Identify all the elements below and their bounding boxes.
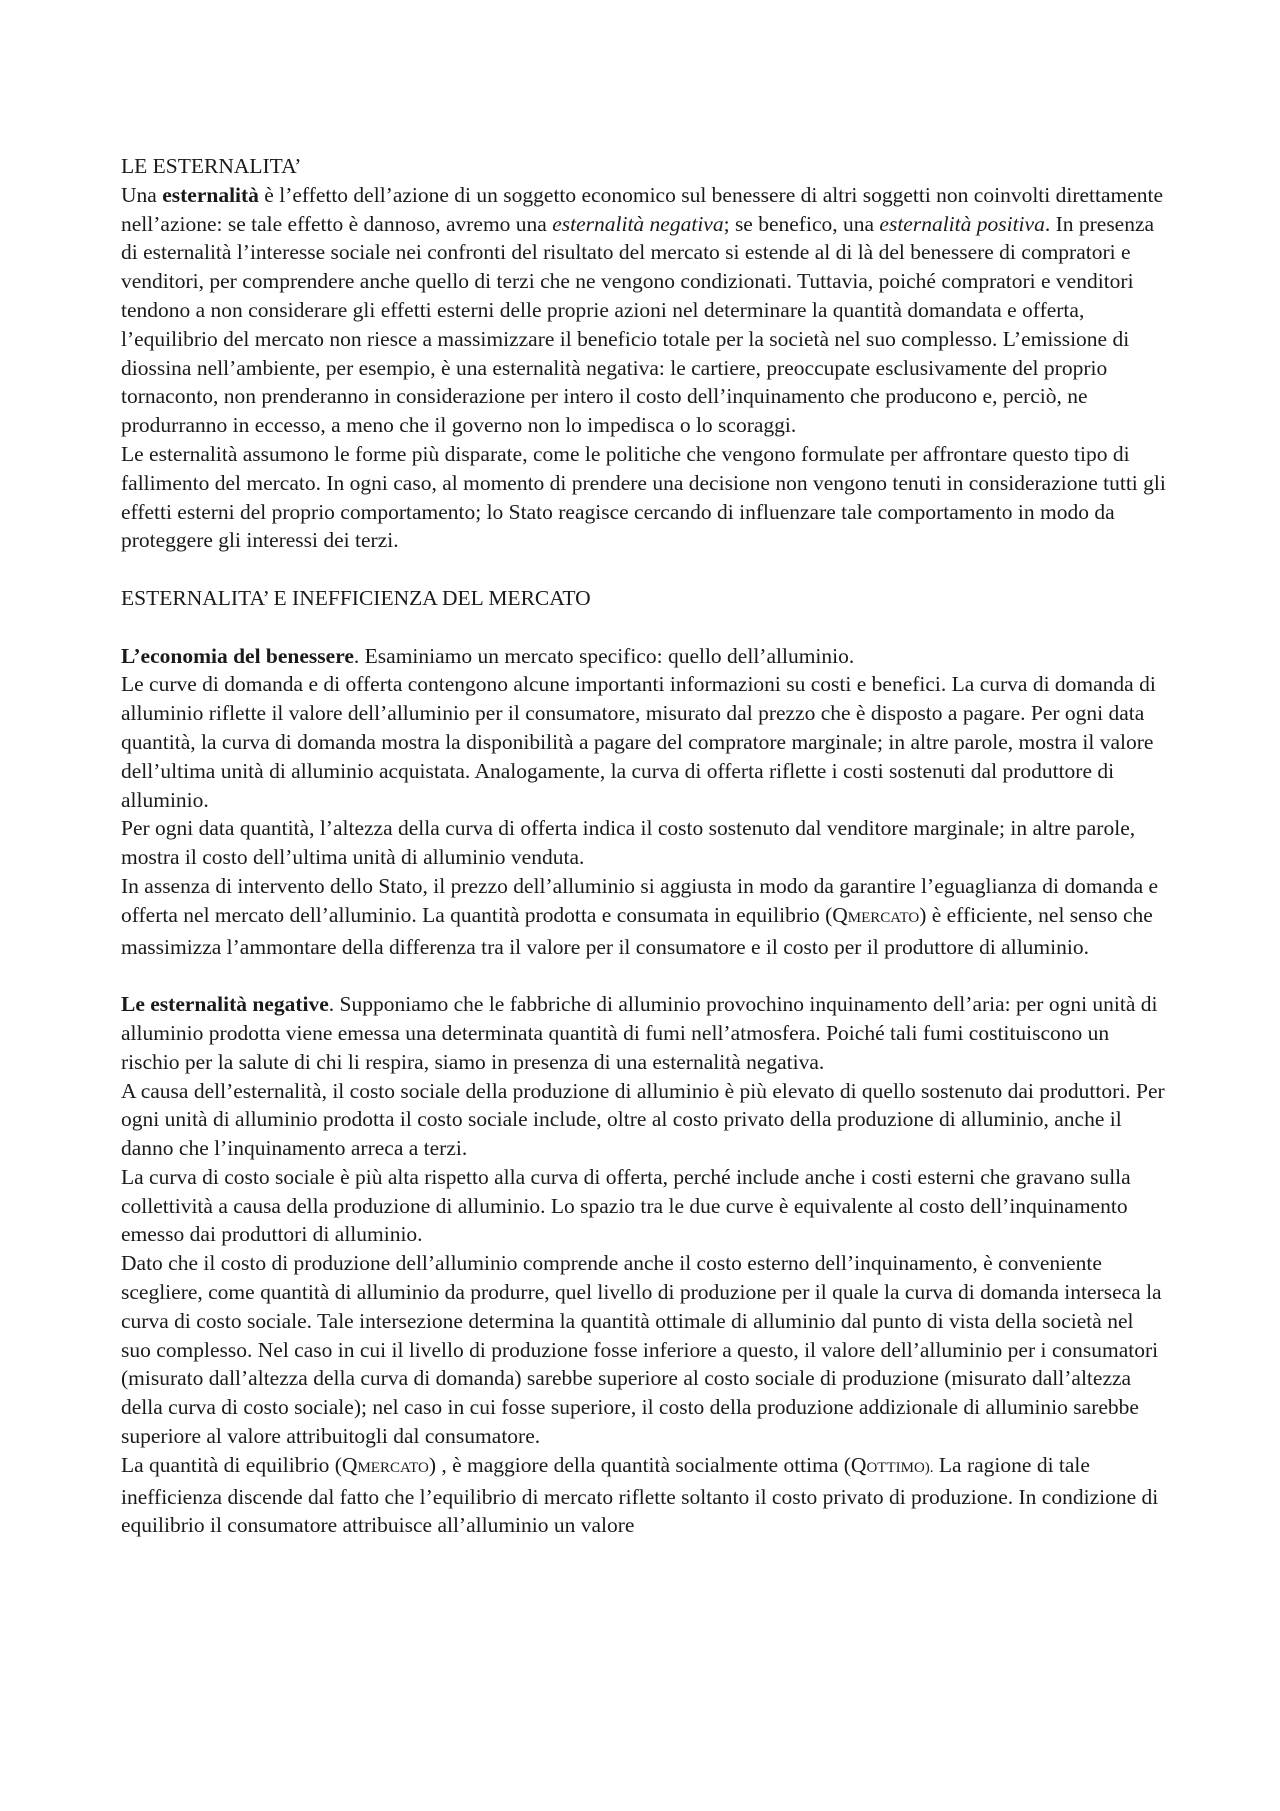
text-run: ) , è maggiore della quantità socialmente ottima (Q bbox=[428, 1452, 867, 1477]
paragraph-equilibrium-quantity bbox=[121, 1451, 1166, 1540]
bold-heading: Le esternalità negative bbox=[121, 992, 329, 1017]
subscript-mercato: MERCATO bbox=[357, 1459, 429, 1476]
text-run: ) è efficiente, nel senso che massimizza l’ammontare della differenza tra il valore per il consumatore e il costo per il produttore di alluminio. bbox=[121, 902, 1153, 959]
paragraph-equilibrium bbox=[121, 872, 1166, 961]
text-run: Una bbox=[121, 182, 163, 207]
bold-term: esternalità bbox=[162, 182, 259, 207]
paragraph-definition bbox=[121, 181, 1166, 440]
paragraph-marginal-seller: Per ogni data quantità, l’altezza della curva di offerta indica il costo sostenuto dal venditore marginale; in altre parole, mostra il costo dell’ultima unità di alluminio venduta. bbox=[121, 816, 1136, 870]
section-title-inefficienza: ESTERNALITA’ E INEFFICIENZA DEL MERCATO bbox=[121, 585, 591, 610]
text-run: . Esaminiamo un mercato specifico: quello dell’alluminio. bbox=[353, 643, 855, 668]
paragraph-demand-supply: Le curve di domanda e di offerta contengono alcune importanti informazioni su costi e benefici. La curva di domanda di alluminio riflette il valore dell’alluminio per il consumatore, misurato dal prezzo che è disposto a pagare. Per ogni data quantità, la curva di domanda mostra la disponibilità a pagare del compratore marginale; in altre parole, mostra il valore dell’ultima unità di alluminio acquistata. Analogamente, la curva di offerta riflette i costi sostenuti dal produttore di alluminio. bbox=[121, 672, 1156, 812]
paragraph-welfare-intro bbox=[121, 642, 1166, 671]
paragraph-forms: Le esternalità assumono le forme più disparate, come le politiche che vengono formulate per affrontare questo tipo di fallimento del mercato. In ogni caso, al momento di prendere una decisione non vengono tenuti in considerazione tutti gli effetti esterni del proprio comportamento; lo Stato reagisce cercando di influenzare tale comportamento in modo da proteggere gli interessi dei terzi. bbox=[121, 441, 1166, 553]
subscript-mercato: MERCATO bbox=[847, 909, 920, 926]
text-run: è l’effetto dell’azione di un soggetto economico sul benessere di altri soggetti non coinvolti direttamente nell’azione: se tale effetto è dannoso, avremo una bbox=[121, 182, 1164, 236]
paragraph-optimal-quantity: Dato che il costo di produzione dell’alluminio comprende anche il costo esterno dell’inquinamento, è conveniente scegliere, come quantità di alluminio da produrre, quel livello di produzione per il quale la curva di domanda interseca la curva di costo sociale. Tale intersezione determina la quantità ottimale di alluminio dal punto di vista della società nel suo complesso. Nel caso in cui il livello di produzione fosse inferiore a questo, il valore dell’alluminio per i consumatori (misurato dall’altezza della curva di domanda) sarebbe superiore al costo sociale di produzione (misurato dall’altezza della curva di costo sociale); nel caso in cui fosse superiore, il costo della produzione addizionale di alluminio sarebbe superiore al valore attribuitogli dal consumatore. bbox=[121, 1251, 1162, 1449]
paragraph-negative-intro bbox=[121, 990, 1166, 1076]
text-run: ; se benefico, una bbox=[723, 211, 880, 236]
text-run: In assenza di intervento dello Stato, il prezzo dell’alluminio si aggiusta in modo da garantire l’eguaglianza di domanda e offerta nel mercato dell’alluminio. La quantità prodotta e consumata in equilibrio (Q bbox=[121, 873, 1159, 927]
section-title-esternalita: LE ESTERNALITA’ bbox=[121, 154, 302, 178]
text-run: . Supponiamo che le fabbriche di alluminio provochino inquinamento dell’aria: per ogni unità di alluminio prodotta viene emessa una determinata quantità di fumi nell’atmosfera. Poiché tali fumi costituiscono un rischio per la salute di chi li respira, siamo in presenza di una esternalità negativa. bbox=[121, 992, 1158, 1074]
italic-term: esternalità positiva bbox=[879, 211, 1045, 236]
spacer bbox=[121, 555, 1166, 584]
paragraph-social-cost-curve: La curva di costo sociale è più alta rispetto alla curva di offerta, perché include anche i costi esterni che gravano sulla collettività a causa della produzione di alluminio. Lo spazio tra le due curve è equivalente al costo dell’inquinamento emesso dai produttori di alluminio. bbox=[121, 1164, 1131, 1247]
bold-heading: L’economia del benessere bbox=[121, 643, 354, 668]
document-page bbox=[121, 152, 1166, 1540]
text-run: La ragione di tale inefficienza discende dal fatto che l’equilibrio di mercato riflette soltanto il costo privato di produzione. In condizione di equilibrio il consumatore attribuisce all’alluminio un valore bbox=[121, 1452, 1159, 1538]
spacer bbox=[121, 613, 1166, 642]
paragraph-social-cost: A causa dell’esternalità, il costo sociale della produzione di alluminio è più elevato di quello sostenuto dai produttori. Per ogni unità di alluminio prodotta il costo sociale include, oltre al costo privato della produzione di alluminio, anche il danno che l’inquinamento arreca a terzi. bbox=[121, 1078, 1165, 1161]
italic-term: esternalità negativa bbox=[552, 211, 724, 236]
text-run: . In presenza di esternalità l’interesse sociale nei confronti del risultato del mercato si estende al di là del benessere di compratori e venditori, per comprendere anche quello di terzi che ne vengono condizionati. Tuttavia, poiché compratori e venditori tendono a non considerare gli effetti esterni delle proprie azioni nel determinare la quantità domandata e offerta, l’equilibrio del mercato non riesce a massimizzare il beneficio totale per la società nel suo complesso. L’emissione di diossina nell’ambiente, per esempio, è una esternalità negativa: le cartiere, preoccupate esclusivamente del proprio tornaconto, non prenderanno in considerazione per intero il costo dell’inquinamento che producono e, perciò, ne produrranno in eccesso, a meno che il governo non lo impedisca o lo scoraggi. bbox=[121, 211, 1155, 438]
subscript-ottimo: OTTIMO). bbox=[866, 1459, 934, 1476]
spacer bbox=[121, 961, 1166, 990]
text-run: La quantità di equilibrio (Q bbox=[121, 1452, 358, 1477]
